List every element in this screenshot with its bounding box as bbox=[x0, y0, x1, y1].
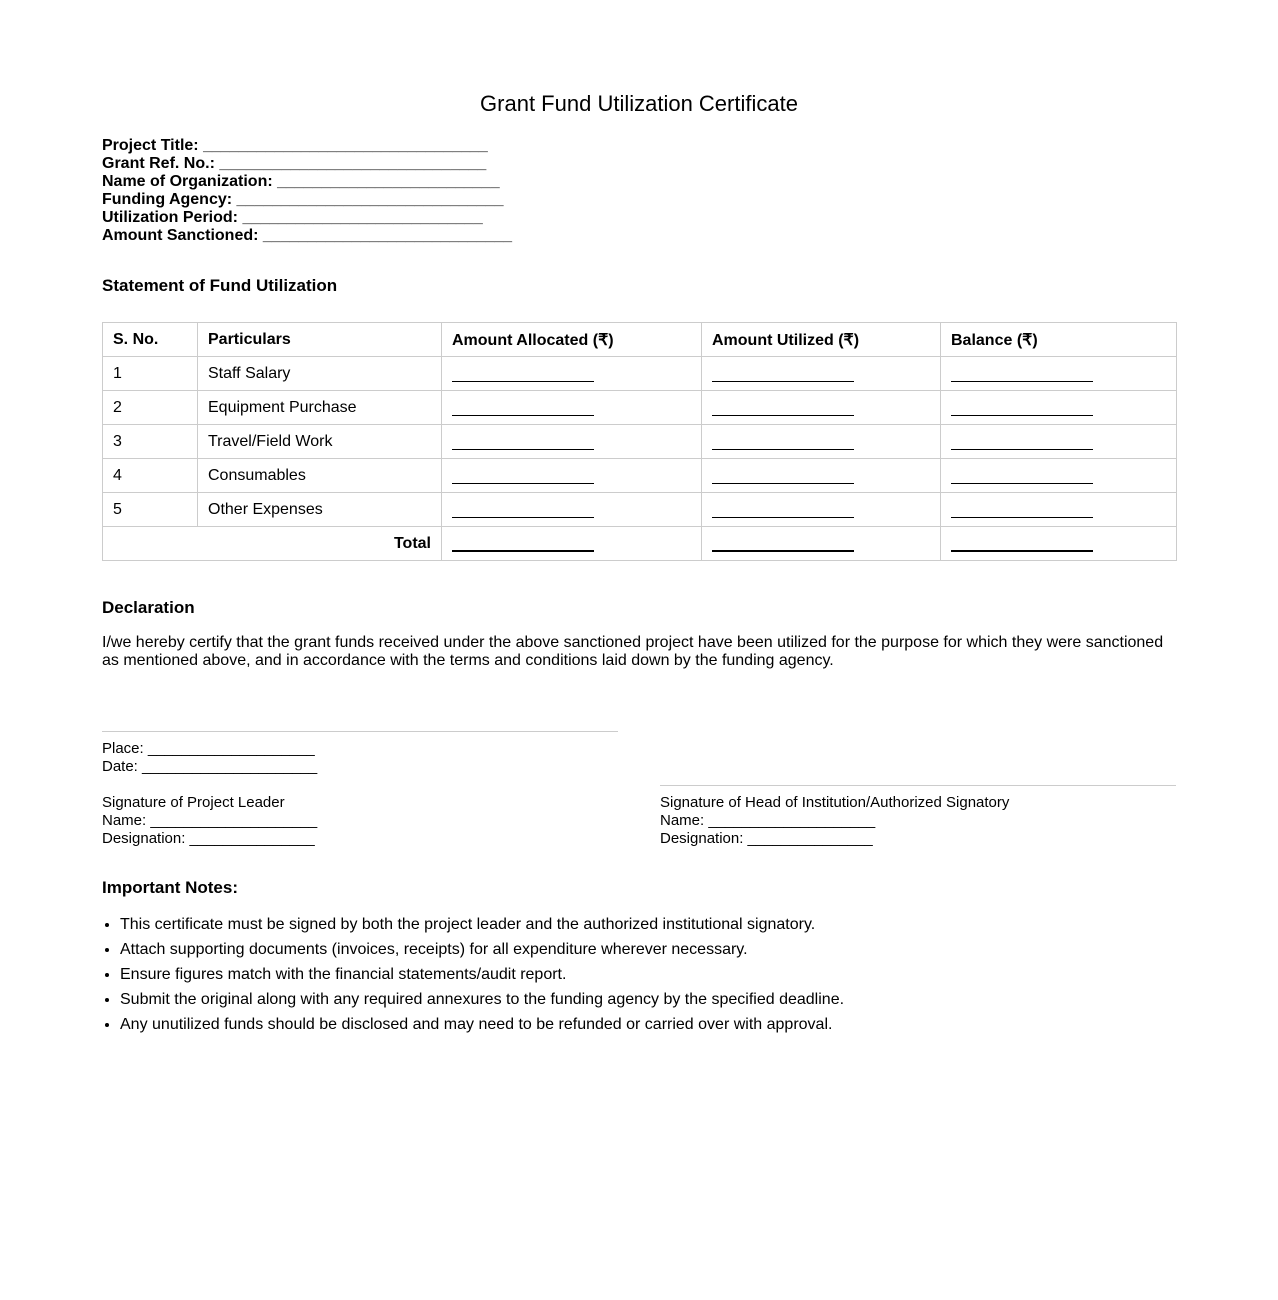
notes-list bbox=[102, 912, 844, 1037]
row-sno: 5 bbox=[103, 493, 198, 527]
info-amount-sanctioned bbox=[102, 227, 512, 245]
header-utilized: Amount Utilized (₹) bbox=[702, 323, 941, 357]
total-allocated-blank[interactable] bbox=[452, 534, 594, 552]
total-balance-cell bbox=[941, 527, 1177, 561]
page-title: Grant Fund Utilization Certificate bbox=[480, 91, 798, 116]
row-sno: 1 bbox=[103, 357, 198, 391]
left-designation-field[interactable]: Designation: _______________ bbox=[102, 830, 315, 847]
date-field[interactable]: Date: _____________________ bbox=[102, 758, 318, 775]
allocated-cell bbox=[442, 357, 702, 391]
header-particulars: Particulars bbox=[198, 323, 442, 357]
info-organization bbox=[102, 173, 512, 191]
balance-cell bbox=[941, 357, 1177, 391]
balance-cell bbox=[941, 493, 1177, 527]
utilization-table bbox=[102, 322, 1177, 561]
row-particular: Consumables bbox=[198, 459, 442, 493]
header-sno: S. No. bbox=[103, 323, 198, 357]
table-row bbox=[103, 391, 1177, 425]
info-funding-agency bbox=[102, 191, 512, 209]
balance-cell bbox=[941, 391, 1177, 425]
utilized-cell bbox=[702, 493, 941, 527]
total-utilized-cell bbox=[702, 527, 941, 561]
balance-blank[interactable] bbox=[951, 501, 1093, 518]
header-balance: Balance (₹) bbox=[941, 323, 1177, 357]
info-project-title bbox=[102, 137, 512, 155]
total-label: Total bbox=[103, 527, 442, 561]
info-label: Amount Sanctioned: bbox=[102, 227, 259, 244]
utilized-blank[interactable] bbox=[712, 467, 854, 484]
allocated-blank[interactable] bbox=[452, 365, 594, 382]
header-allocated: Amount Allocated (₹) bbox=[442, 323, 702, 357]
list-item: • Any unutilized funds should be disclosed and may need to be refunded or carried over with approval. bbox=[120, 1012, 844, 1037]
info-grant-ref bbox=[102, 155, 512, 173]
allocated-cell bbox=[442, 425, 702, 459]
right-signature-line[interactable] bbox=[660, 785, 1176, 786]
row-particular: Equipment Purchase bbox=[198, 391, 442, 425]
info-label: Name of Organization: bbox=[102, 173, 273, 190]
info-label: Utilization Period: bbox=[102, 209, 238, 226]
info-blank[interactable]: ________________________________ bbox=[203, 137, 488, 154]
row-particular: Staff Salary bbox=[198, 357, 442, 391]
left-name-field[interactable]: Name: ____________________ bbox=[102, 812, 318, 829]
allocated-blank[interactable] bbox=[452, 501, 594, 518]
total-balance-blank[interactable] bbox=[951, 534, 1093, 552]
list-item: • Submit the original along with any required annexures to the funding agency by the specified deadline. bbox=[120, 987, 844, 1012]
allocated-blank[interactable] bbox=[452, 467, 594, 484]
balance-blank[interactable] bbox=[951, 399, 1093, 416]
declaration-heading: Declaration bbox=[102, 598, 195, 617]
left-signature-line[interactable] bbox=[102, 731, 618, 732]
table-row bbox=[103, 357, 1177, 391]
allocated-cell bbox=[442, 493, 702, 527]
table-row bbox=[103, 425, 1177, 459]
allocated-cell bbox=[442, 459, 702, 493]
utilized-cell bbox=[702, 391, 941, 425]
utilization-table-wrap bbox=[102, 322, 1176, 561]
info-label: Project Title: bbox=[102, 137, 199, 154]
utilized-blank[interactable] bbox=[712, 433, 854, 450]
utilized-blank[interactable] bbox=[712, 365, 854, 382]
row-particular: Travel/Field Work bbox=[198, 425, 442, 459]
total-utilized-blank[interactable] bbox=[712, 534, 854, 552]
right-signature-label: Signature of Head of Institution/Authorized Signatory bbox=[660, 794, 1010, 811]
info-blank[interactable]: _________________________ bbox=[277, 173, 500, 190]
balance-blank[interactable] bbox=[951, 433, 1093, 450]
table-row bbox=[103, 459, 1177, 493]
utilized-cell bbox=[702, 425, 941, 459]
allocated-blank[interactable] bbox=[452, 399, 594, 416]
allocated-blank[interactable] bbox=[452, 433, 594, 450]
total-allocated-cell bbox=[442, 527, 702, 561]
balance-cell bbox=[941, 425, 1177, 459]
statement-heading: Statement of Fund Utilization bbox=[102, 276, 338, 295]
info-blank[interactable]: ______________________________ bbox=[236, 191, 504, 208]
right-name-field[interactable]: Name: ____________________ bbox=[660, 812, 876, 829]
left-signature-label: Signature of Project Leader bbox=[102, 794, 285, 811]
notes-heading: Important Notes: bbox=[102, 878, 238, 897]
row-sno: 2 bbox=[103, 391, 198, 425]
row-sno: 4 bbox=[103, 459, 198, 493]
info-blank[interactable]: ___________________________ bbox=[242, 209, 483, 226]
info-label: Grant Ref. No.: bbox=[102, 155, 215, 172]
utilized-cell bbox=[702, 357, 941, 391]
table-row bbox=[103, 493, 1177, 527]
list-item: • Ensure figures match with the financial statements/audit report. bbox=[120, 962, 844, 987]
allocated-cell bbox=[442, 391, 702, 425]
balance-blank[interactable] bbox=[951, 467, 1093, 484]
utilized-blank[interactable] bbox=[712, 399, 854, 416]
info-blank[interactable]: ______________________________ bbox=[219, 155, 487, 172]
right-designation-field[interactable]: Designation: _______________ bbox=[660, 830, 873, 847]
info-utilization-period bbox=[102, 209, 512, 227]
info-blank[interactable]: ____________________________ bbox=[262, 227, 513, 244]
utilized-blank[interactable] bbox=[712, 501, 854, 518]
balance-blank[interactable] bbox=[951, 365, 1093, 382]
list-item: • This certificate must be signed by both the project leader and the authorized institutional signatory. bbox=[120, 912, 844, 937]
project-info-block bbox=[102, 137, 512, 245]
place-field[interactable]: Place: ____________________ bbox=[102, 740, 315, 757]
row-particular: Other Expenses bbox=[198, 493, 442, 527]
declaration-text: I/we hereby certify that the grant funds received under the above sanctioned project have been utilized for the purpose for which they were sanctioned as mentioned above, and in accordance with the terms and conditions laid down by the funding agency. bbox=[102, 634, 1164, 669]
balance-cell bbox=[941, 459, 1177, 493]
table-header-row bbox=[103, 323, 1177, 357]
row-sno: 3 bbox=[103, 425, 198, 459]
list-item: • Attach supporting documents (invoices, receipts) for all expenditure wherever necessary. bbox=[120, 937, 844, 962]
info-label: Funding Agency: bbox=[102, 191, 233, 208]
total-row bbox=[103, 527, 1177, 561]
utilized-cell bbox=[702, 459, 941, 493]
